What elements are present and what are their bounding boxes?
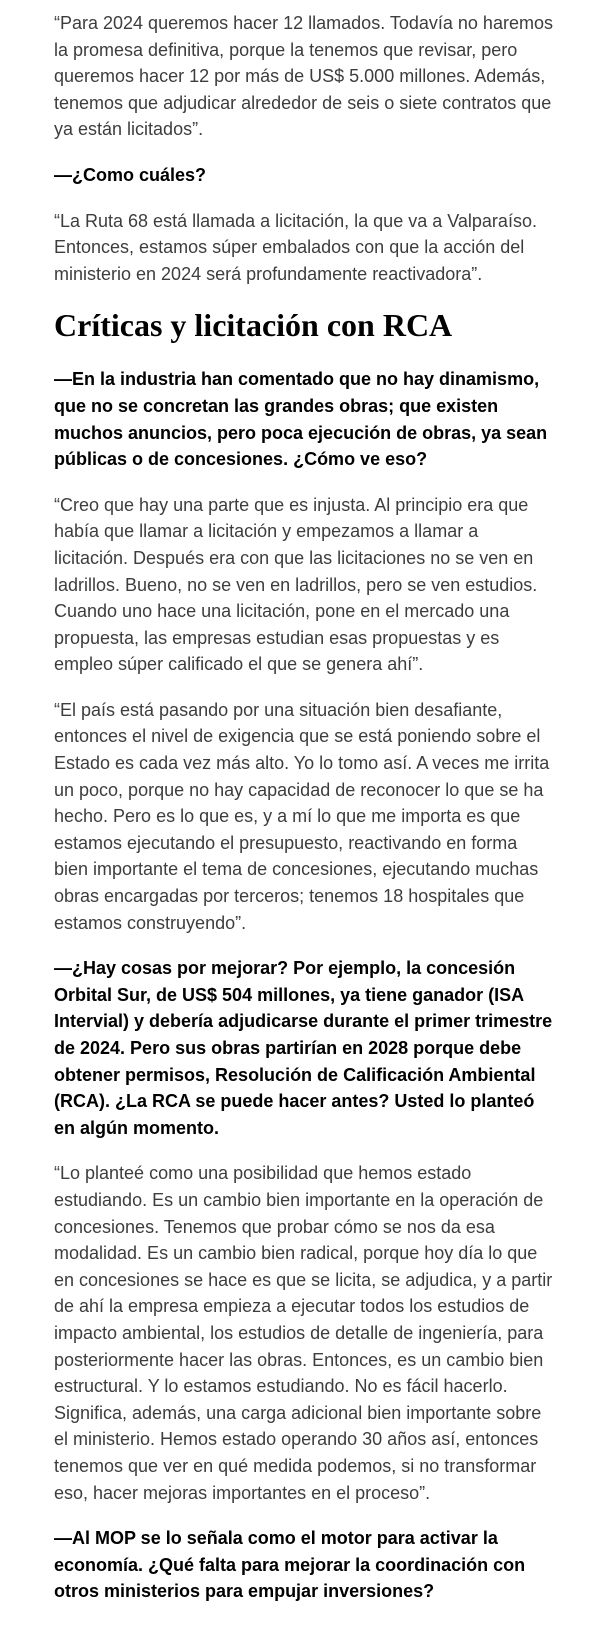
interview-question: —¿Hay cosas por mejorar? Por ejemplo, la concesión Orbital Sur, de US$ 504 millones, ya tiene ganador (ISA Intervial) y debería adjudicarse durante el primer trimestre de 2024. Pero sus obras partirían en 2028 porque debe obtener permisos, Resolución de Calificación Ambiental (RCA). ¿La RCA se puede hacer antes? Usted lo planteó en algún momento. (54, 958, 553, 1138)
article-paragraph: “El país está pasando por una situación bien desafiante, entonces el nivel de exigencia que se está poniendo sobre el Estado es cada vez más alto. Yo lo tomo así. A veces me irrita un poco, porque no hay capacidad de reconocer lo que se ha hecho. Pero es lo que es, y a mí lo que me importa es que estamos ejecutando el presupuesto, reactivando en forma bien importante el tema de concesiones, ejecutando muchas obras encargadas por terceros; tenemos 18 hospitales que estamos construyendo”. (54, 699, 550, 933)
article-paragraph: “Lo planteé como una posibilidad que hemos estado estudiando. Es un cambio bien importante en la operación de concesiones. Tenemos que probar cómo se nos da esa modalidad. Es un cambio bien radical, porque hoy día lo que en concesiones se hace es que se licita, se adjudica, y a partir de ahí la empresa empieza a ejecutar todos los estudios de impacto ambiental, los estudios de detalle de ingeniería, para posteriormente hacer las obras. Entonces, es un cambio bien estructural. Y lo estamos estudiando. No es fácil hacerlo. Significa, además, una carga adicional bien importante sobre el ministerio. Hemos estado operando 30 años así, entonces tenemos que ver en qué medida podemos, si no transformar eso, hacer mejoras importantes en el proceso”. (54, 1163, 553, 1503)
article-paragraph: “Para 2024 queremos hacer 12 llamados. Todavía no haremos la promesa definitiva, porque la tenemos que revisar, pero queremos hacer 12 por más de US$ 5.000 millones. Además, tenemos que adjudicar alrededor de seis o siete contratos que ya están licitados”. (54, 13, 553, 140)
interview-question: —¿Como cuáles? (54, 164, 207, 185)
interview-question: —Al MOP se lo señala como el motor para activar la economía. ¿Qué falta para mejorar la coordinación con otros ministerios para empujar inversiones? (54, 1528, 526, 1602)
section-heading: Críticas y licitación con RCA (54, 307, 453, 344)
article-paragraph: “Creo que hay una parte que es injusta. Al principio era que había que llamar a licitación y empezamos a llamar a licitación. Después era con que las licitaciones no se ven en ladrillos. Bueno, no se ven en ladrillos, pero se ven estudios. Cuando uno hace una licitación, pone en el mercado una propuesta, las empresas estudian esas propuestas y es empleo súper calificado el que se genera ahí”. (54, 494, 538, 675)
interview-question: —En la industria han comentado que no hay dinamismo, que no se concretan las grandes obras; que existen muchos anuncios, pero poca ejecución de obras, ya sean públicas o de concesiones. ¿Cómo ve eso? (54, 369, 548, 470)
article-paragraph: “La Ruta 68 está llamada a licitación, la que va a Valparaíso. Entonces, estamos súper embalados con que la acción del ministerio en 2024 será profundamente reactivadora”. (54, 210, 537, 284)
